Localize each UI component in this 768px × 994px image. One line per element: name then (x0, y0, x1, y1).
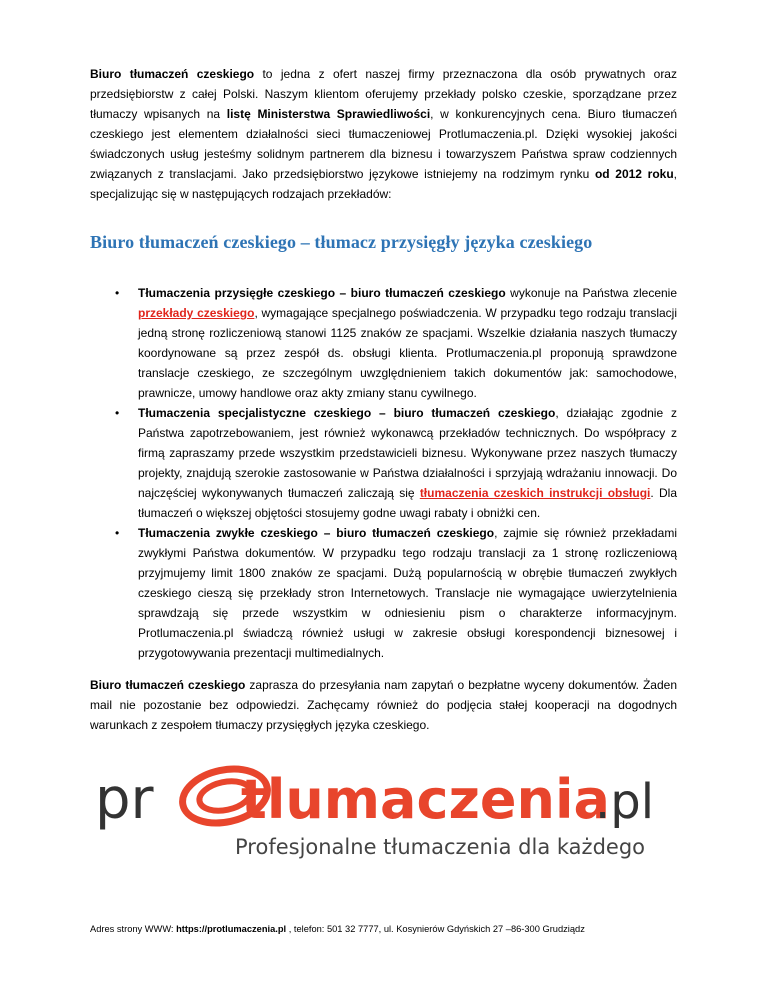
item-text: , działając zgodnie z Państwa zapotrzebowaniem, jest również wykonawcą przekładów technicznych. Do współpracy z firmą zapraszamy przede wszystkim przedstawicieli biznesu. Wykonywane przez naszych tłumaczy projekty, znajdują szerokie zastosowanie w Państwa działalności i sprzyjają wdrażaniu innowacji. Do najczęściej wykonywanych tłumaczeń zaliczają się (138, 406, 677, 500)
item-title: Tłumaczenia przysięgłe czeskiego – biuro tłumaczeń czeskiego (138, 286, 506, 300)
footer (90, 924, 585, 934)
item-text: , wymagające specjalnego poświadczenia. W przypadku tego rodzaju translacji jedną stronę rozliczeniową stanowi 1125 znaków ze spacjami. Wszelkie działania naszych tłumaczy koordynowane są przez zespół ds. obsługi klienta. Protlumaczenia.pl proponują sprawdzone translacje czeskiego, ze szczególnym uwzględnieniem takich dokumentów jak: samochodowe, prawnicze, umowy handlowe oraz akty zmiany stanu cywilnego. (138, 306, 677, 400)
intro-bold-2: listę Ministerstwa Sprawiedliwości (226, 107, 431, 121)
item-text: wykonuje na Państwa zlecenie (505, 286, 678, 300)
list-item (90, 523, 677, 663)
outro-bold: Biuro tłumaczeń czeskiego (90, 678, 246, 692)
bullet-icon: • (115, 286, 120, 300)
logo-main: tlumaczenia (241, 768, 610, 831)
bullet-icon: • (115, 406, 120, 420)
intro-bold-3: od 2012 roku (594, 167, 674, 181)
item-title: Tłumaczenia specjalistyczne czeskiego – biuro tłumaczeń czeskiego (138, 406, 556, 420)
logo-suffix: .pl (595, 774, 655, 830)
intro-text-3: , specjalizując się w następujących rodzajach przekładów: (90, 167, 677, 201)
footer-url[interactable]: https://protlumaczenia.pl (176, 924, 287, 934)
outro-text: zaprasza do przesyłania nam zapytań o bezpłatne wyceny dokumentów. Żaden mail nie pozostanie bez odpowiedzi. Zachęcamy również do podjęcia stałej kooperacji na dogodnych warunkach z zespołem tłumaczy przysięgłych języka czeskiego. (90, 678, 677, 732)
list-item (90, 283, 677, 403)
item-text: . Dla tłumaczeń o większej objętości stosujemy godne uwagi rabaty i obniżki cen. (138, 486, 677, 520)
document-body (90, 64, 677, 735)
services-list (90, 283, 677, 663)
protlumaczenia-logo (95, 756, 675, 866)
section-heading: Biuro tłumaczeń czeskiego – tłumacz przysięgły języka czeskiego (90, 232, 593, 252)
link-czech-translations[interactable]: przekłady czeskiego (138, 306, 255, 320)
footer-contact: , telefon: 501 32 7777, ul. Kosynierów Gdyńskich 27 –86-300 Grudziądz (286, 924, 585, 934)
logo-tagline: Profesjonalne tłumaczenia dla każdego (235, 835, 646, 859)
outro-paragraph (90, 675, 677, 735)
item-title: Tłumaczenia zwykłe czeskiego – biuro tłumaczeń czeskiego (138, 526, 495, 540)
footer-label: Adres strony WWW: (90, 924, 177, 934)
link-czech-manuals[interactable]: tłumaczenia czeskich instrukcji obsługi (419, 486, 651, 500)
intro-text-1: to jedna z ofert naszej firmy przeznaczona dla osób prywatnych oraz przedsiębiorstw z całej Polski. Naszym klientom oferujemy przekłady polsko czeskie, sporządzane przez tłumaczy wpisanych na (90, 67, 677, 121)
item-text: , zajmie się również przekładami zwykłymi Państwa dokumentów. W przypadku tego rodzaju translacji za 1 stronę rozliczeniową przyjmujemy limit 1800 znaków ze spacjami. Dużą popularnością w obrębie tłumaczeń zwykłych czeskiego cieszą się przekłady stron Internetowych. Translacje nie wymagające uwierzytelnienia sprawdzają się przede wszystkim w odniesieniu pism o charakterze informacyjnym. Protlumaczenia.pl świadczą również usługi w zakresie obsługi korespondencji biznesowej i przygotowywania prezentacji multimedialnych. (138, 526, 677, 660)
intro-paragraph (90, 64, 677, 204)
intro-bold-1: Biuro tłumaczeń czeskiego (90, 67, 255, 81)
intro-text-2: , w konkurencyjnych cena. Biuro tłumaczeń czeskiego jest elementem działalności sieci tłumaczeniowej Protlumaczenia.pl. Dzięki wysokiej jakości świadczonych usług jesteśmy solidnym partnerem dla biznesu i towarzyszem Państwa spraw codziennych związanych z translacjami. Jako przedsiębiorstwo językowe istniejemy na rodzimym rynku (90, 107, 677, 181)
list-item (90, 403, 677, 523)
bullet-icon: • (115, 526, 120, 540)
logo-prefix: pr (95, 767, 154, 832)
